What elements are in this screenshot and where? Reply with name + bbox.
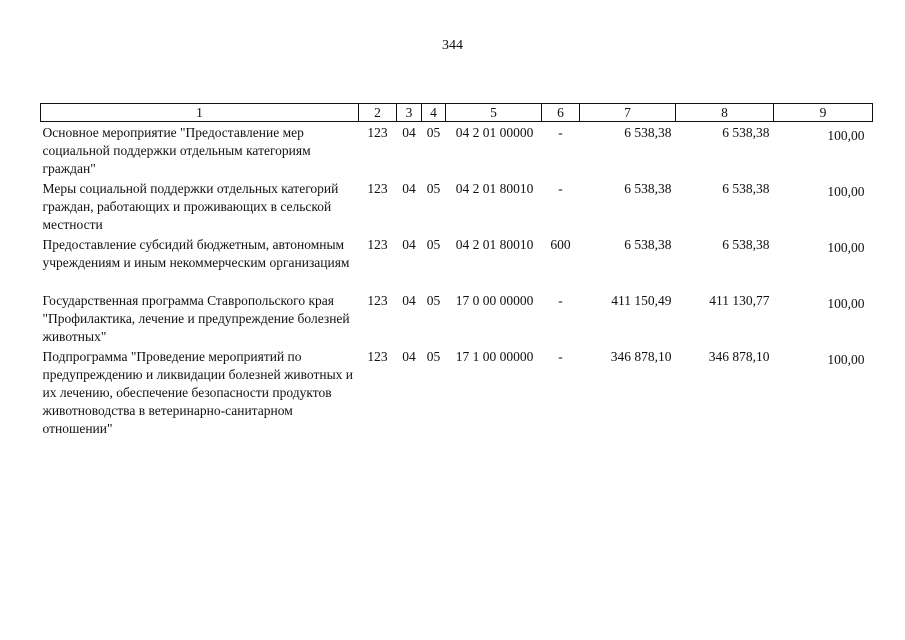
table-row [41,290,873,346]
row-col-5: 04 2 01 00000 [455,125,534,140]
row-col-2: 123 [367,293,388,308]
row-col-6: - [558,293,563,308]
row-col-2: 123 [367,349,388,364]
row-col-3: 04 [402,125,416,140]
row-col-7: 411 150,49 [611,293,672,308]
row-col-9: 100,00 [827,184,865,199]
row-col-2: 123 [367,237,388,252]
page-number: 344 [442,38,463,53]
row-col-5: 04 2 01 80010 [455,181,534,196]
column-header-2: 2 [359,104,397,122]
row-col-5: 17 1 00 00000 [455,349,534,364]
row-name: Государственная программа Ставропольского края "Профилактика, лечение и предупреждение болезней животных" [42,293,350,344]
table-row [41,178,873,234]
column-header-4: 4 [422,104,446,122]
row-col-6: - [558,125,563,140]
row-col-6: - [558,181,563,196]
row-col-8: 411 130,77 [709,293,770,308]
row-col-8: 346 878,10 [708,349,770,364]
row-col-4: 05 [426,349,441,364]
row-col-7: 6 538,38 [624,181,672,196]
row-col-8: 6 538,38 [722,181,770,196]
row-col-7: 6 538,38 [624,125,672,140]
column-header-1: 1 [41,104,359,122]
row-col-2: 123 [367,181,388,196]
row-col-3: 04 [402,237,416,252]
row-col-3: 04 [402,181,416,196]
column-header-6: 6 [542,104,580,122]
column-header-3: 3 [397,104,422,122]
row-col-5: 17 0 00 00000 [455,293,534,308]
row-name: Подпрограмма "Проведение мероприятий по предупреждению и ликвидации болезней животных и их лечению, обеспечение безопасности продуктов животноводства в ветеринарно-санитарном отношении" [42,349,354,436]
row-name: Предоставление субсидий бюджетным, автономным учреждениям и иным некоммерческим организациям [42,237,350,270]
column-header-8: 8 [676,104,774,122]
row-col-9: 100,00 [827,352,865,367]
table-row [41,122,873,179]
row-col-7: 6 538,38 [624,237,672,252]
row-col-4: 05 [426,181,441,196]
row-col-8: 6 538,38 [722,125,770,140]
column-header-7: 7 [580,104,676,122]
column-header-9: 9 [774,104,873,122]
row-col-2: 123 [367,125,388,140]
row-col-8: 6 538,38 [722,237,770,252]
table-row [41,234,873,290]
column-header-5: 5 [446,104,542,122]
row-col-4: 05 [426,125,441,140]
budget-table [40,103,873,438]
row-name: Меры социальной поддержки отдельных категорий граждан, работающих и проживающих в сельской местности [42,181,339,232]
row-col-4: 05 [426,237,441,252]
row-col-4: 05 [426,293,441,308]
row-col-3: 04 [402,293,416,308]
table-row [41,346,873,438]
row-col-9: 100,00 [827,296,865,311]
row-col-9: 100,00 [827,240,865,255]
row-col-9: 100,00 [827,128,865,143]
table-header-row [41,104,873,122]
row-col-6: - [558,349,563,364]
row-col-6: 600 [550,237,571,252]
row-name: Основное мероприятие "Предоставление мер социальной поддержки отдельным категориям граждан" [42,125,311,176]
row-col-7: 346 878,10 [610,349,672,364]
row-col-3: 04 [402,349,416,364]
row-col-5: 04 2 01 80010 [455,237,534,252]
